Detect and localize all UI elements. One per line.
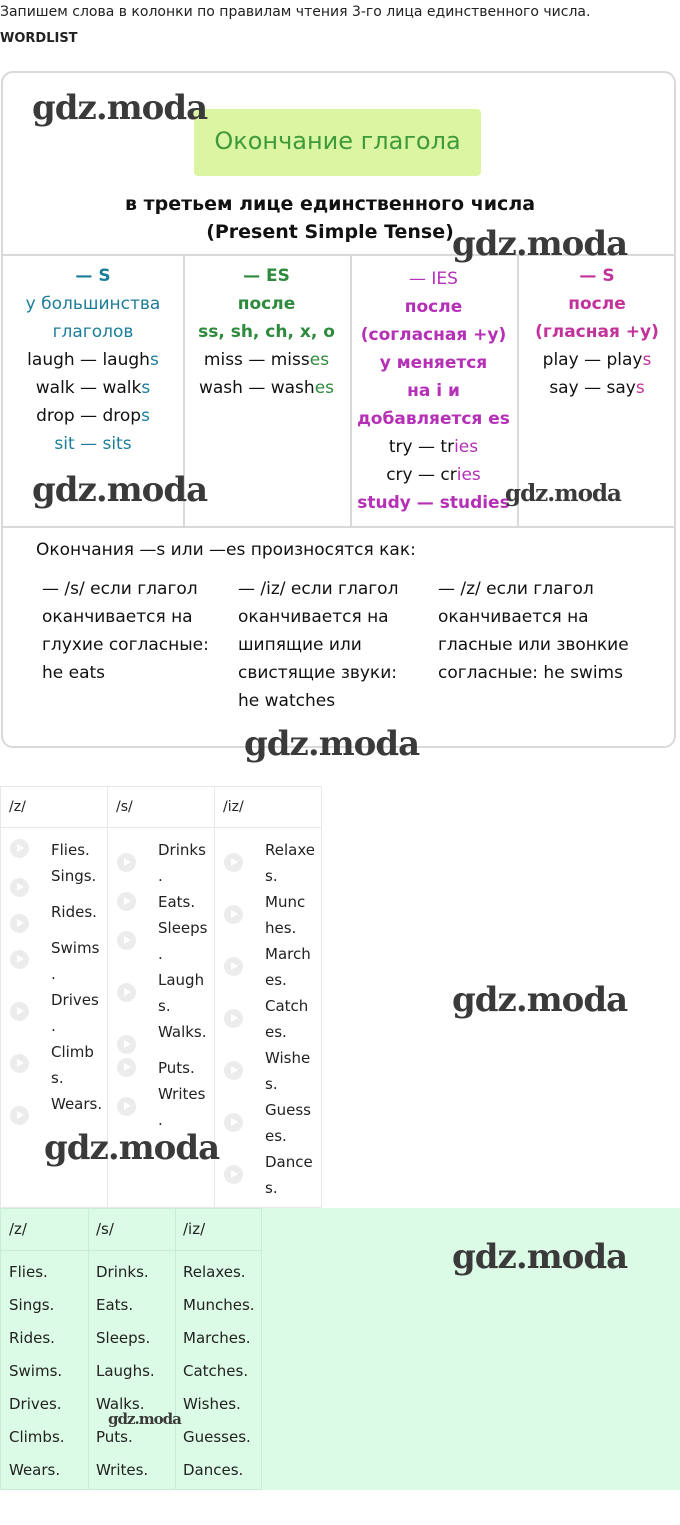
example-line: play — plays (542, 350, 652, 370)
play-audio-button[interactable] (10, 1106, 29, 1125)
pron-line: оканчивается на (42, 607, 193, 627)
pron-line: шипящие или (238, 635, 362, 655)
table-cell: Laughs. (96, 1362, 155, 1380)
pron-line: — /s/ если глагол (42, 579, 198, 599)
column-head: — S (579, 266, 615, 286)
pronunciation-heading: Окончания —s или —es произносятся как: (36, 540, 416, 560)
play-audio-button[interactable] (117, 1035, 136, 1054)
play-audio-button[interactable] (117, 853, 136, 872)
pron-line: глухие согласные: (42, 635, 209, 655)
column-header: /z/ (1, 787, 107, 828)
pron-line: — /z/ если глагол (438, 579, 594, 599)
word-list-iz: Relaxe s. Munc hes. March es. Catch es. Wishe s. Guess es. Dance s. (265, 841, 315, 1197)
table-cell: Climbs. (9, 1428, 65, 1446)
column-rule-line: (гласная +y) (535, 322, 659, 342)
watermark: gdz.moda (44, 1128, 220, 1168)
table-cell: Walks. (96, 1395, 145, 1413)
play-audio-button[interactable] (224, 1113, 243, 1132)
table-cell: Puts. (96, 1428, 133, 1446)
play-audio-button[interactable] (117, 892, 136, 911)
column-head: — IES (409, 269, 458, 289)
table-cell: Sings. (9, 1296, 55, 1314)
wordlist-heading: WORDLIST (0, 31, 78, 46)
column-header: /iz/ (183, 1220, 206, 1238)
table-cell: Dances. (183, 1461, 244, 1479)
column-rule-line: (согласная +y) (360, 325, 507, 345)
pron-line: оканчивается на (238, 607, 389, 627)
pron-line: гласные или звонкие (438, 635, 629, 655)
column-header: /s/ (96, 1220, 114, 1238)
pron-line: he watches (238, 691, 336, 711)
play-audio-button[interactable] (224, 1009, 243, 1028)
table-cell: Wears. (9, 1461, 61, 1479)
table-cell: Munches. (183, 1296, 255, 1314)
column-rule-line: у большинства (25, 294, 161, 314)
example-line: miss — misses (203, 350, 330, 370)
table-cell: Drives. (9, 1395, 62, 1413)
watermark: gdz.moda (32, 88, 208, 128)
play-audio-button[interactable] (117, 1097, 136, 1116)
table-cell: Catches. (183, 1362, 249, 1380)
play-audio-button[interactable] (224, 1165, 243, 1184)
play-audio-button[interactable] (117, 983, 136, 1002)
play-audio-button[interactable] (117, 931, 136, 950)
example-line: laugh — laughs (27, 350, 159, 370)
example-line: cry — cries (386, 465, 481, 485)
column-rule-line: добавляется es (357, 409, 510, 429)
play-audio-button[interactable] (10, 914, 29, 933)
column-divider (175, 1209, 176, 1489)
watermark: gdz.moda (244, 724, 420, 764)
play-audio-button[interactable] (10, 1054, 29, 1073)
example-line: try — tries (388, 437, 479, 457)
watermark: gdz.moda (32, 470, 208, 510)
column-header: /iz/ (215, 787, 321, 828)
pronunciation-z (438, 575, 668, 687)
rule-column-s-vowel (517, 262, 677, 402)
column-rule-line: на i и (407, 381, 460, 401)
pron-line: оканчивается на (438, 607, 589, 627)
watermark: gdz.moda (452, 1237, 628, 1277)
example-line: study — studies (357, 493, 510, 513)
watermark: gdz.moda (505, 480, 621, 507)
word-list-z: Flies. Sings. Rides. Swims . Drives . Climb s. Wears. (51, 841, 103, 1113)
table-cell: Sleeps. (96, 1329, 151, 1347)
example-line: sit — sits (54, 434, 132, 454)
rule-column-ies (350, 265, 517, 517)
watermark: gdz.moda (452, 224, 628, 264)
table-cell: Writes. (96, 1461, 149, 1479)
table-cell: Wishes. (183, 1395, 241, 1413)
pron-line: согласные: he swims (438, 663, 623, 683)
example-line: walk — walks (35, 378, 151, 398)
play-audio-button[interactable] (224, 1061, 243, 1080)
example-line: drop — drops (36, 406, 150, 426)
play-audio-button[interactable] (10, 1002, 29, 1021)
play-audio-button[interactable] (224, 853, 243, 872)
table-cell: Flies. (9, 1263, 48, 1281)
table-cell: Drinks. (96, 1263, 149, 1281)
pronunciation-s (42, 575, 232, 687)
example-line: wash — washes (198, 378, 335, 398)
header-divider (1, 1250, 263, 1251)
play-audio-button[interactable] (10, 950, 29, 969)
play-audio-button[interactable] (10, 839, 29, 858)
table-cell: Eats. (96, 1296, 134, 1314)
column-rule-line: после (237, 294, 296, 314)
column-head: — ES (243, 266, 290, 286)
rule-title: Окончание глагола (214, 127, 461, 155)
table-cell: Guesses. (183, 1428, 251, 1446)
answer-table (0, 1208, 262, 1490)
column-rule-line: глаголов (52, 322, 134, 342)
subtitle-line-1: в третьем лице единственного числа (124, 193, 536, 215)
word-list-s: Drinks . Eats. Sleeps . Laugh s. Walks. Puts. Writes . (158, 841, 208, 1129)
pronunciation-iz (238, 575, 428, 715)
column-header: /z/ (9, 1220, 27, 1238)
rule-column-es (183, 262, 350, 402)
play-audio-button[interactable] (224, 905, 243, 924)
play-audio-button[interactable] (117, 1058, 136, 1077)
watermark: gdz.moda (452, 980, 628, 1020)
rule-column-s (3, 262, 183, 458)
card-divider (3, 526, 674, 528)
pron-line: свистящие звуки: (238, 663, 397, 683)
column-rule-line: у меняется (379, 353, 488, 373)
table-cell: Swims. (9, 1362, 63, 1380)
column-rule-line: ss, sh, ch, x, o (198, 322, 335, 342)
column-rule-line: после (568, 294, 626, 314)
play-audio-button[interactable] (224, 957, 243, 976)
intro-text: Запишем слова в колонки по правилам чтения 3-го лица единственного числа. (0, 4, 591, 20)
play-audio-button[interactable] (10, 878, 29, 897)
pron-line: — /iz/ если глагол (238, 579, 399, 599)
table-cell: Rides. (9, 1329, 55, 1347)
watermark: gdz.moda (108, 1410, 181, 1428)
subtitle-line-2: (Present Simple Tense) (206, 221, 454, 243)
table-cell: Relaxes. (183, 1263, 246, 1281)
column-header: /s/ (108, 787, 214, 828)
pron-line: he eats (42, 663, 106, 683)
column-rule-line: после (404, 297, 463, 317)
example-line: say — says (549, 378, 645, 398)
table-cell: Marches. (183, 1329, 251, 1347)
column-head: — S (75, 266, 111, 286)
column-divider (88, 1209, 89, 1489)
